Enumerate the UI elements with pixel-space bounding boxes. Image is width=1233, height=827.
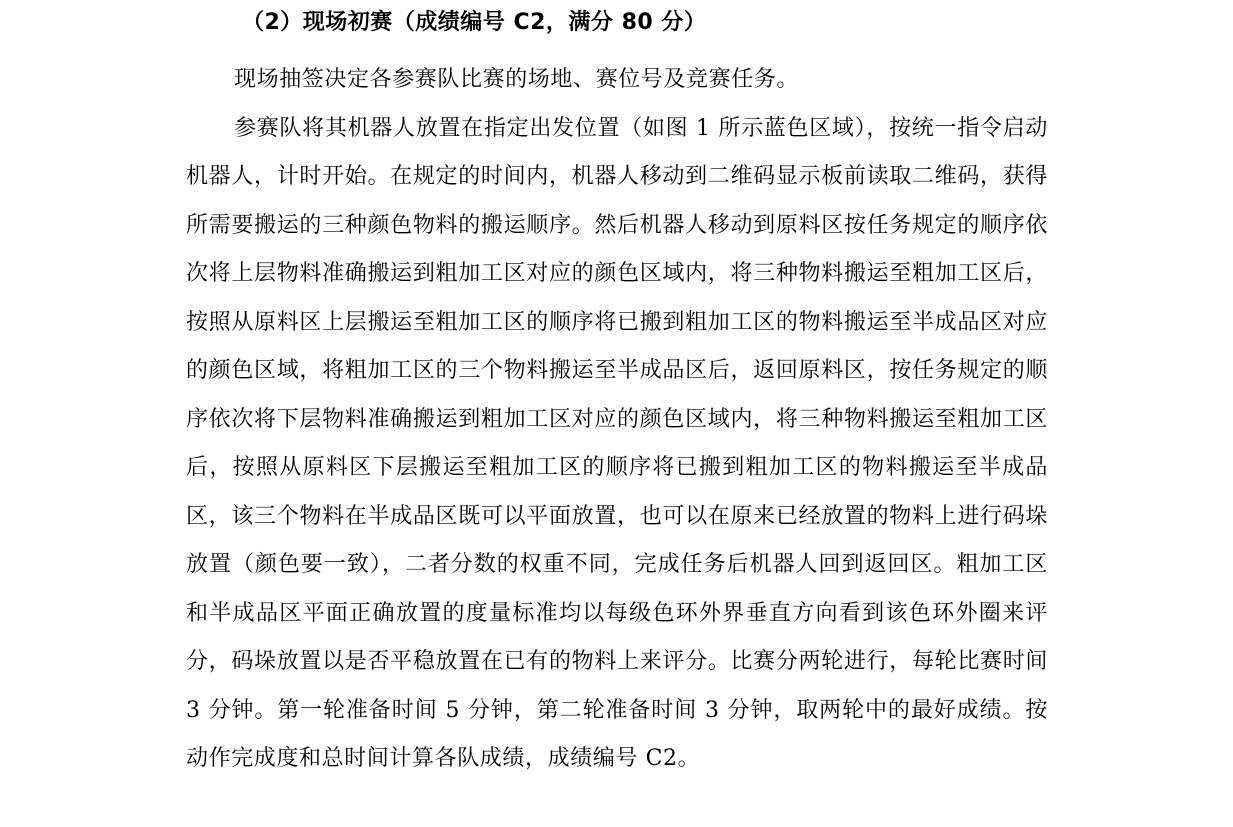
paragraph-lottery: 现场抽签决定各参赛队比赛的场地、赛位号及竞赛任务。 [234, 67, 800, 92]
section-heading: （2）现场初赛（成绩编号 C2，满分 80 分） [242, 10, 707, 35]
body-text [186, 56, 1048, 784]
paragraph-task-description: 参赛队将其机器人放置在指定出发位置（如图 1 所示蓝色区域），按统一指令启动机器人，计时开始。在规定的时间内，机器人移动到二维码显示板前读取二维码，获得所需要搬运的三种颜色物料的搬运顺序。然后机器人移动到原料区按任务规定的顺序依次将上层物料准确搬运到粗加工区对应的颜色区域内，将三种物料搬运至粗加工区后，按照从原料区上层搬运至粗加工区的顺序将已搬到粗加工区的物料搬运至半成品区对应的颜色区域，将粗加工区的三个物料搬运至半成品区后，返回原料区，按任务规定的顺序依次将下层物料准确搬运到粗加工区对应的颜色区域内，将三种物料搬运至粗加工区后，按照从原料区下层搬运至粗加工区的顺序将已搬到粗加工区的物料搬运至半成品区，该三个物料在半成品区既可以平面放置，也可以在原来已经放置的物料上进行码垛放置（颜色要一致），二者分数的权重不同，完成任务后机器人回到返回区。粗加工区和半成品区平面正确放置的度量标准均以每级色环外界垂直方向看到该色环外圈来评分，码垛放置以是否平稳放置在已有的物料上来评分。比赛分两轮进行，每轮比赛时间 3 分钟。第一轮准备时间 5 分钟，第二轮准备时间 3 分钟，取两轮中的最好成绩。按动作完成度和总时间计算各队成绩，成绩编号 C2。 [186, 115, 1048, 771]
